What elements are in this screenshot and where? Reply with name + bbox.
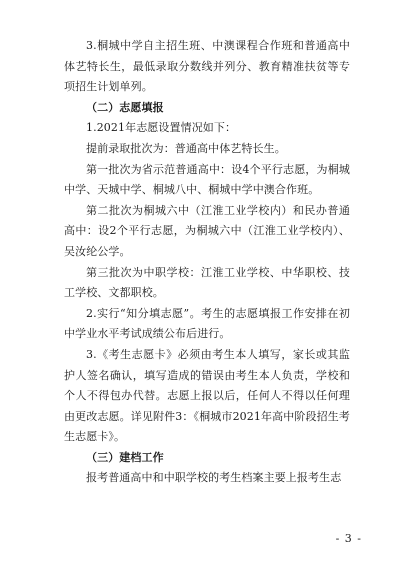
paragraph-archive-intro: 报考普通高中和中职学校的考生档案主要上报考生志 bbox=[86, 471, 342, 485]
page-number: - 3 - bbox=[335, 532, 362, 545]
paragraph-first-batch: 第一批次为省示范普通高中：设4个平行志愿，为桐城中学、天城中学、桐城八中、桐城中学中澳合作班。 bbox=[64, 162, 350, 197]
paragraph-admission-rules: 3.桐城中学自主招生班、中澳课程合作班和普通高中体艺特长生，最低录取分数线并列分、教育精准扶贫等专项招生计划单列。 bbox=[64, 39, 350, 94]
document-body bbox=[64, 36, 350, 489]
paragraph-volunteer-card: 3.《考生志愿卡》必须由考生本人填写，家长或其监护人签名确认，填写造成的错误由考生本人负责，学校和个人不得包办代替。志愿上报以后，任何人不得以任何理由更改志愿。详见附件3：《桐城市2021年高中阶段招生考生志愿卡》。 bbox=[64, 347, 350, 444]
section-heading-archive-work: （三）建档工作 bbox=[86, 450, 164, 464]
paragraph-second-batch: 第二批次为桐城六中（江淮工业学校内）和民办普通高中：设2个平行志愿，为桐城六中（江淮工业学校内）、吴汝纶公学。 bbox=[64, 203, 350, 258]
section-heading-volunteer-filling: （二）志愿填报 bbox=[86, 100, 164, 114]
paragraph-volunteer-settings: 1.2021年志愿设置情况如下： bbox=[86, 121, 237, 135]
paragraph-third-batch: 第三批次为中职学校：江淮工业学校、中华职校、技工学校、文都职校。 bbox=[64, 265, 350, 300]
paragraph-score-based-filling: 2.实行“知分填志愿”。考生的志愿填报工作安排在初中学业水平考试成绩公布后进行。 bbox=[64, 306, 350, 341]
paragraph-early-admission: 提前录取批次为：普通高中体艺特长生。 bbox=[86, 141, 286, 155]
